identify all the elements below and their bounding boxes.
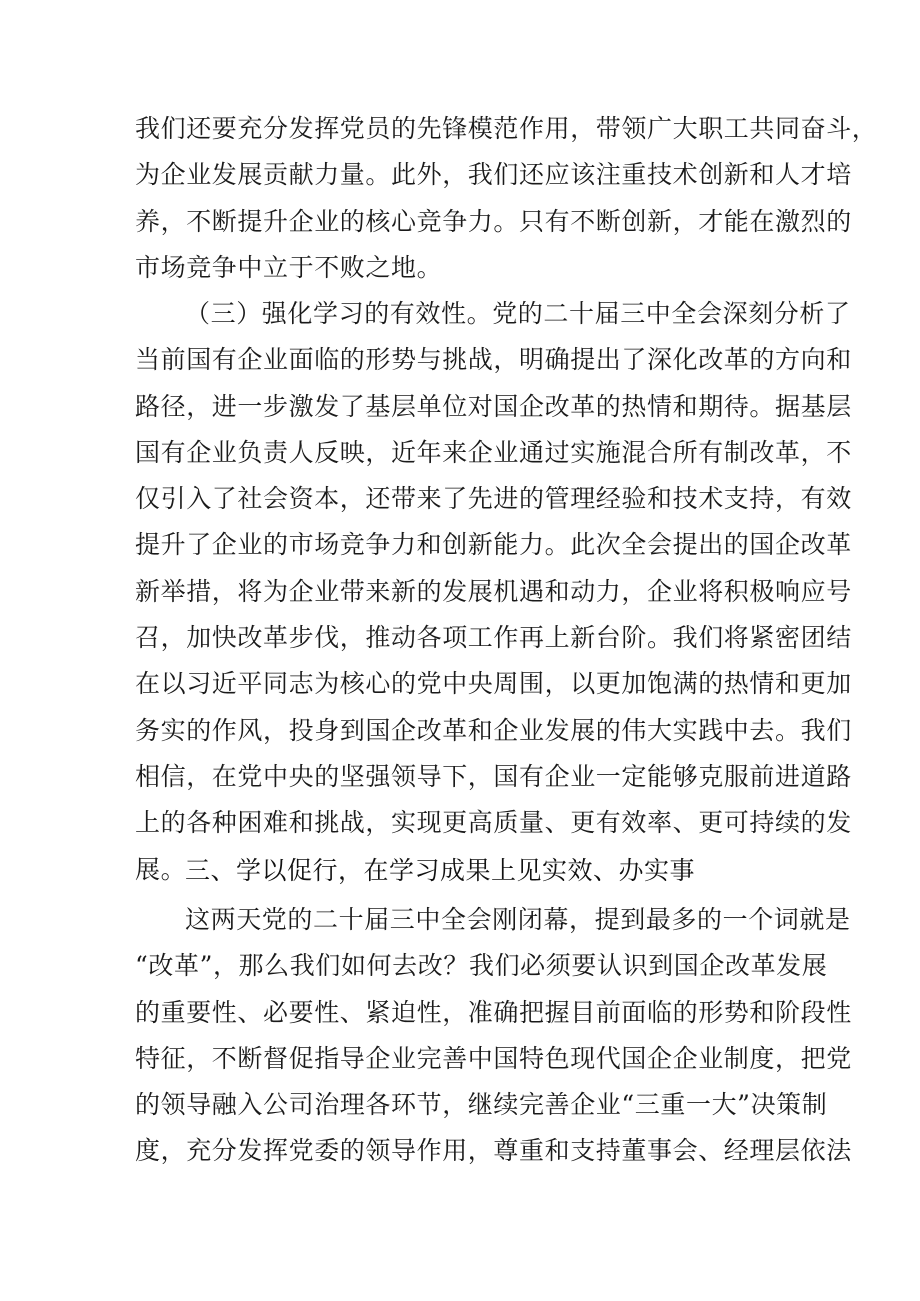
paragraph-line: 仅引入了社会资本，还带来了先进的管理经验和技术支持，有效: [135, 484, 852, 514]
paragraph-line: 养，不断提升企业的核心竞争力。只有不断创新，才能在激烈的: [135, 206, 852, 236]
paragraph-line: 召，加快改革步伐，推动各项工作再上新台阶。我们将紧密团结: [135, 623, 852, 653]
paragraph-line: 这两天党的二十届三中全会刚闭幕，提到最多的一个词就是: [185, 905, 851, 934]
paragraph-line: 特征，不断督促指导企业完善中国特色现代国企企业制度，把党: [135, 1043, 852, 1073]
paragraph-line: 市场竞争中立于不败之地。: [135, 252, 443, 282]
paragraph-1: [135, 106, 878, 291]
paragraph-3: [135, 897, 852, 1175]
paragraph-line: 提升了企业的市场竞争力和创新能力。此次全会提出的国企改革: [135, 530, 852, 560]
paragraph-line: 上的各种困难和挑战，实现更高质量、更有效率、更可持续的发: [135, 808, 852, 838]
paragraph-line: 相信，在党中央的坚强领导下，国有企业一定能够克服前进道路: [135, 761, 852, 791]
paragraph-line: 的领导融入公司治理各环节，继续完善企业“三重一大”决策制: [135, 1090, 828, 1120]
paragraph-line: 国有企业负责人反映，近年来企业通过实施混合所有制改革，不: [135, 437, 852, 467]
paragraph-line: 为企业发展贡献力量。此外，我们还应该注重技术创新和人才培: [135, 160, 852, 190]
paragraph-line: 展。: [135, 854, 187, 884]
paragraph-line: 路径，进一步激发了基层单位对国企改革的热情和期待。据基层: [135, 391, 852, 421]
paragraph-line: 新举措，将为企业带来新的发展机遇和动力，企业将积极响应号: [135, 576, 852, 606]
paragraph-line: 我们还要充分发挥党员的先锋模范作用，带领广大职工共同奋斗，: [135, 114, 878, 143]
paragraph-line: “改革”，那么我们如何去改？我们必须要认识到国企改革发展: [135, 951, 828, 981]
paragraph-line: （三）强化学习的有效性。党的二十届三中全会深刻分析了: [185, 299, 851, 328]
paragraph-line: 度，充分发挥党委的领导作用，尊重和支持董事会、经理层依法: [135, 1136, 852, 1166]
paragraph-line: 的重要性、必要性、紧迫性，准确把握目前面临的形势和阶段性: [135, 997, 852, 1027]
paragraph-2: [135, 291, 852, 893]
paragraph-line: 在以习近平同志为核心的党中央周围，以更加饱满的热情和更加: [135, 669, 852, 699]
section-heading: 三、学以促行，在学习成果上见实效、办实事: [185, 856, 696, 885]
paragraph-line: 当前国有企业面临的形势与挑战，明确提出了深化改革的方向和: [135, 345, 852, 375]
paragraph-line: 务实的作风，投身到国企改革和企业发展的伟大实践中去。我们: [135, 715, 852, 745]
